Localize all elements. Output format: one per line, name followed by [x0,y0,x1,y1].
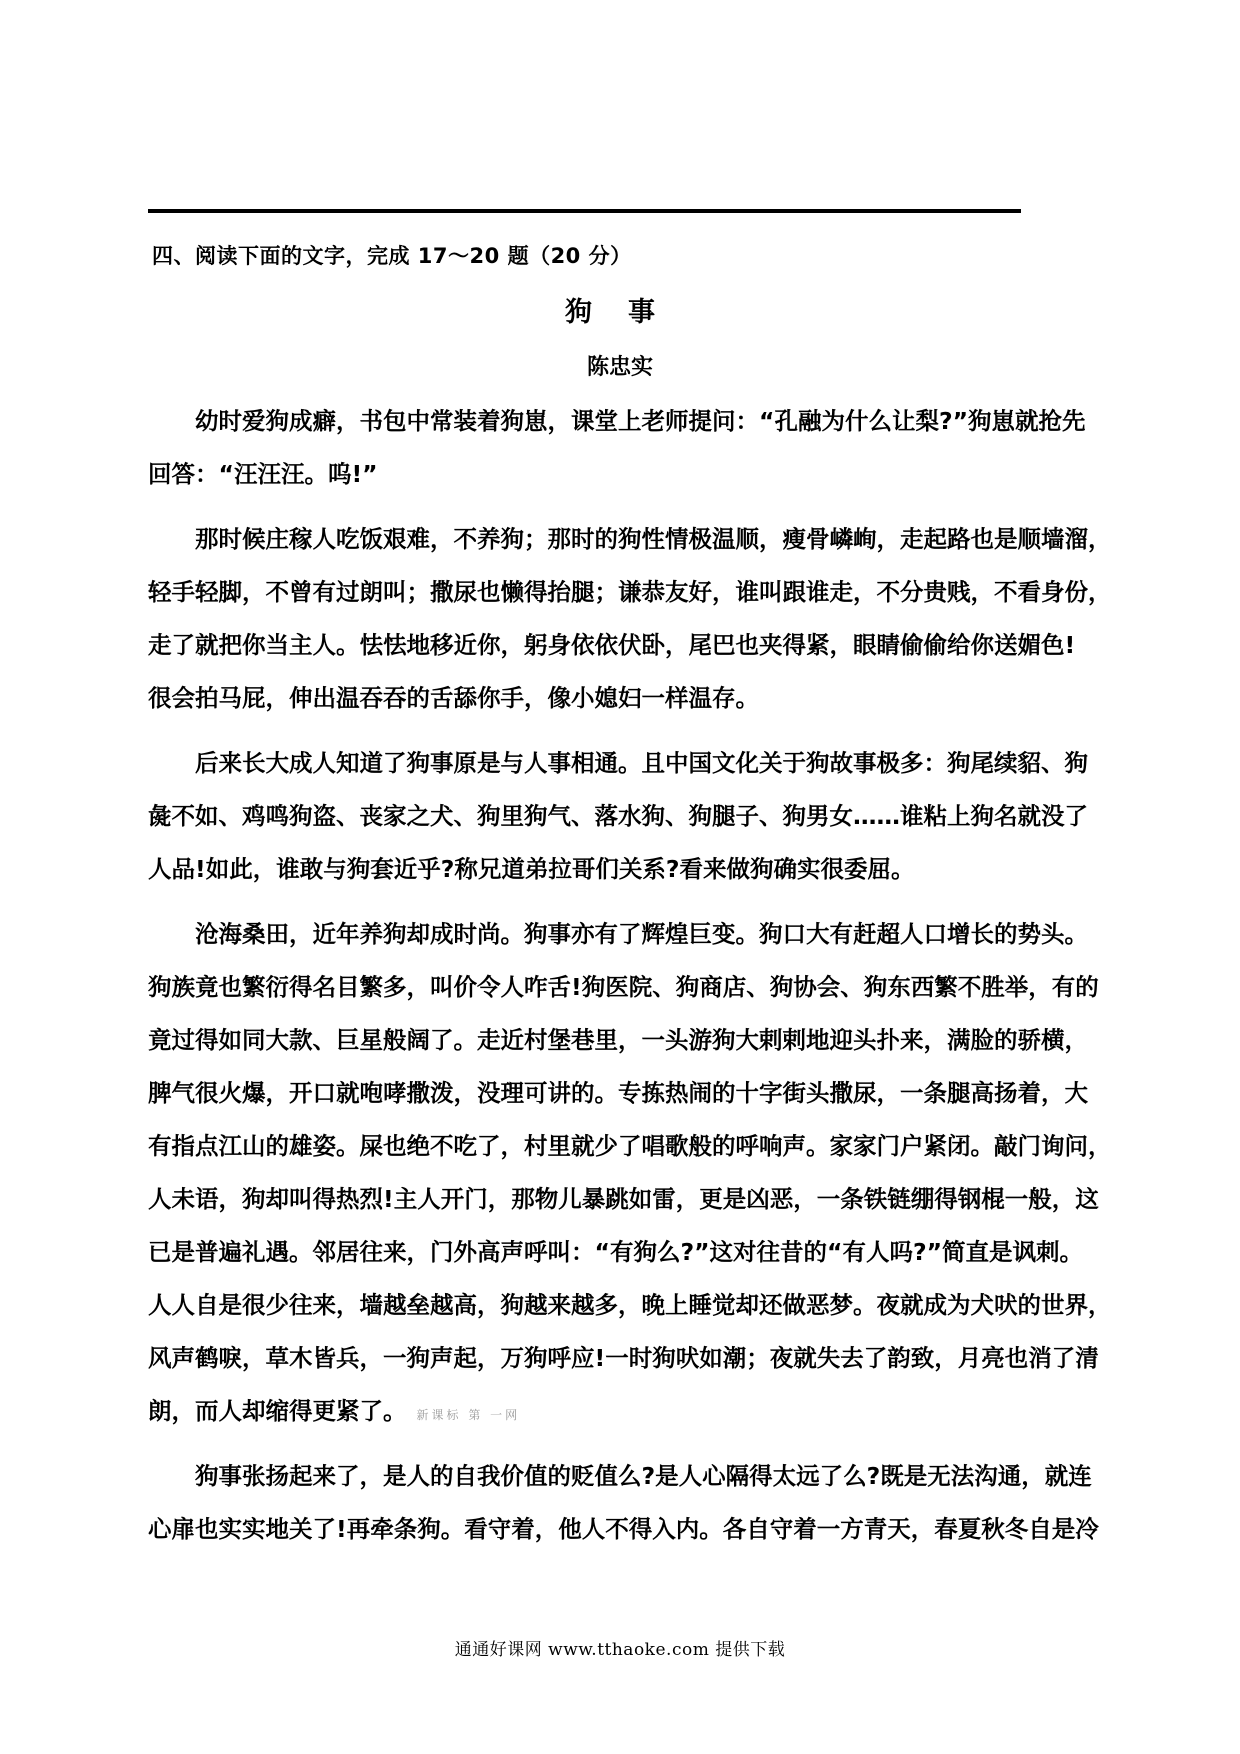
text-line: 风声鹤唳，草木皆兵，一狗声起，万狗呼应!一时狗吠如潮；夜就失去了韵致，月亮也消了清 [148,1344,1099,1372]
text-line: 回答：“汪汪汪。呜!” [148,460,378,488]
article-author: 陈忠实 [586,355,653,380]
text-line-content: 朗，而人却缩得更紧了。 [148,1397,407,1425]
text-line: 心扉也实实地关了!再牵条狗。看守着，他人不得入内。各自守着一方青天，春夏秋冬自是冷 [148,1515,1099,1543]
text-line: 轻手轻脚，不曾有过朗叫；撒尿也懒得抬腿；谦恭友好，谁叫跟谁走，不分贵贱，不看身份， [148,578,1112,606]
article-title: 狗事 [565,297,691,328]
text-line: 很会拍马屁，伸出温吞吞的舌舔你手，像小媳妇一样温存。 [148,684,759,712]
text-line: 竟过得如同大款、巨星般阔了。走近村堡巷里，一头游狗大剌剌地迎头扑来，满脸的骄横， [148,1026,1088,1054]
text-line: 后来长大成人知道了狗事原是与人事相通。且中国文化关于狗故事极多：狗尾续貂、狗 [148,749,1088,777]
paragraph [148,395,1098,501]
paragraph [148,737,1098,896]
inline-watermark: 新课标 第 一网 [416,1408,521,1422]
paragraph [148,908,1112,1438]
text-line: 脾气很火爆，开口就咆哮撒泼，没理可讲的。专拣热闹的十字街头撒尿，一条腿高扬着，大 [148,1079,1088,1107]
text-line: 人未语，狗却叫得热烈!主人开门，那物儿暴跳如雷，更是凶恶，一条铁链绷得钢棍一般，这 [148,1185,1099,1213]
text-line: 幼时爱狗成癖，书包中常装着狗崽，课堂上老师提问：“孔融为什么让梨?”狗崽就抢先 [148,407,1086,435]
text-line: 有指点江山的雄姿。屎也绝不吃了，村里就少了唱歌般的呼响声。家家门户紧闭。敲门询问， [148,1132,1112,1160]
page-footer: 通通好课网 www.tthaoke.com 提供下载 [454,1640,786,1660]
text-line: 彘不如、鸡鸣狗盗、丧家之犬、狗里狗气、落水狗、狗腿子、狗男女……谁粘上狗名就没了 [148,802,1088,830]
text-line: 人人自是很少往来，墙越垒越高，狗越来越多，晚上睡觉却还做恶梦。夜就成为犬吠的世界， [148,1291,1112,1319]
text-line: 已是普遍礼遇。邻居往来，门外高声呼叫：“有狗么?”这对往昔的“有人吗?”简直是讽刺。 [148,1238,1084,1266]
text-line: 人品!如此，谁敢与狗套近乎?称兄道弟拉哥们关系?看来做狗确实很委屈。 [148,855,915,883]
text-line: 沧海桑田，近年养狗却成时尚。狗事亦有了辉煌巨变。狗口大有赶超人口增长的势头。 [148,920,1088,948]
text-line: 狗事张扬起来了，是人的自我价值的贬值么?是人心隔得太远了么?既是无法沟通，就连 [148,1462,1092,1490]
article-body [148,395,1112,1556]
text-line [148,1385,1098,1438]
text-line: 狗族竟也繁衍得名目繁多，叫价令人咋舌!狗医院、狗商店、狗协会、狗东西繁不胜举，有的 [148,973,1099,1001]
text-line: 那时候庄稼人吃饭艰难，不养狗；那时的狗性情极温顺，瘦骨嶙峋，走起路也是顺墙溜， [148,525,1112,553]
paragraph [148,513,1112,725]
header-rule [148,209,1021,213]
text-line: 走了就把你当主人。怯怯地移近你，躬身依依伏卧，尾巴也夹得紧，眼睛偷偷给你送媚色! [148,631,1076,659]
paragraph [148,1450,1098,1556]
section-heading: 四、阅读下面的文字，完成 17～20 题（20 分） [152,244,632,268]
